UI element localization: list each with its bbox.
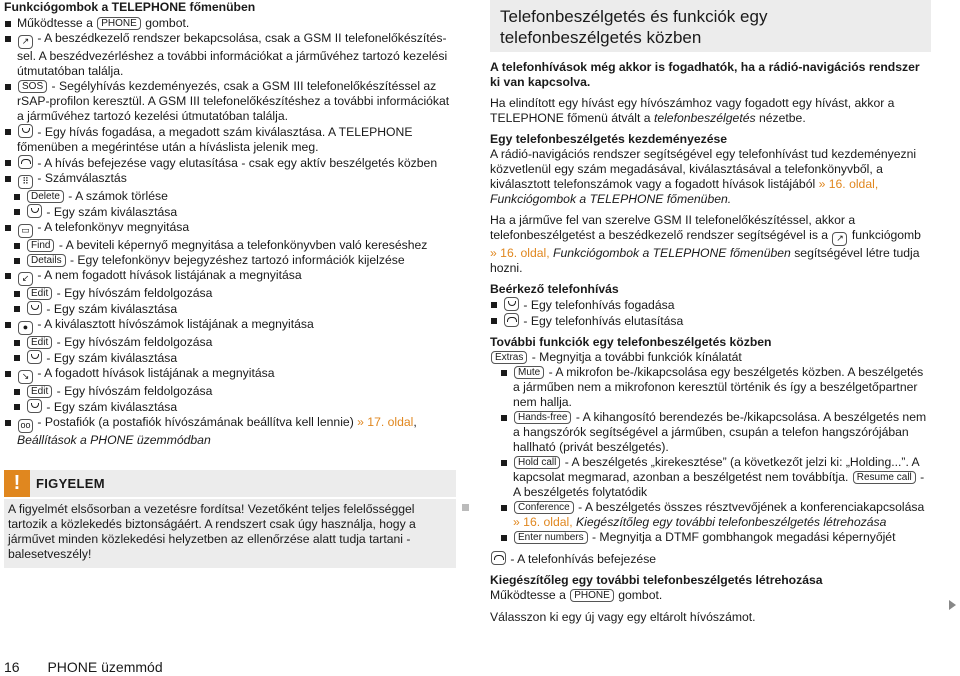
call-accept-icon xyxy=(27,350,42,364)
item-text: - A mikrofon be-/kikapcsolása egy beszélgetés közben. A beszélgetés a járműben nem a mikrofonon keresztül történik és így a beszélgetőpartner nem hallja. xyxy=(513,365,924,409)
page-link[interactable]: » 17. oldal xyxy=(357,415,414,429)
italic-text: telefonbeszélgetés xyxy=(653,111,756,125)
list-item xyxy=(4,124,456,155)
resume-call-key: Resume call xyxy=(853,471,916,484)
voicemail-icon: oo xyxy=(18,419,33,433)
phone-key: PHONE xyxy=(570,589,614,602)
extras-key: Extras xyxy=(491,351,527,364)
call-accept-icon xyxy=(27,204,42,218)
list-item xyxy=(500,455,930,500)
section-title: Funkciógombok a TELEPHONE főmenüben xyxy=(4,0,256,14)
page-footer xyxy=(4,658,163,676)
item-text: - Egy hívószám feldolgozása xyxy=(56,384,213,398)
subsection-title: Beérkező telefonhívás xyxy=(490,282,619,296)
item-text: - Egy szám kiválasztása xyxy=(46,205,178,219)
list-item xyxy=(4,79,456,124)
list-item xyxy=(500,530,930,545)
item-text: - Egy szám kiválasztása xyxy=(46,400,178,414)
text: Ha elindított egy hívást egy hívószámhoz vagy fogadott egy hívást, akkor a TELEPHONE főmenü átvált a xyxy=(490,96,895,125)
missed-calls-icon: ↙ xyxy=(18,272,33,286)
warning-title: FIGYELEM xyxy=(36,476,105,491)
list-item-sub xyxy=(4,384,456,399)
item-text: - Postafiók (a postafiók hívószámának beállítva kell lennie) xyxy=(37,415,354,429)
item-text: - A telefonkönyv megnyitása xyxy=(37,220,190,234)
list-item-sub xyxy=(4,335,456,350)
list-item-sub xyxy=(4,301,456,317)
warning-header xyxy=(4,470,456,497)
press-text: Működtesse a xyxy=(17,16,93,30)
list-item xyxy=(500,500,930,530)
intro-bold: A telefonhívások még akkor is fogadhatók, ha a rádió-navigációs rendszer ki van kapcsolva. xyxy=(490,60,920,89)
delete-key: Delete xyxy=(27,190,64,203)
press-phone-line xyxy=(490,588,930,603)
item-text: - Számválasztás xyxy=(37,171,127,185)
list-item xyxy=(4,317,456,335)
footer-section: PHONE üzemmód xyxy=(47,659,163,675)
list-item xyxy=(500,410,930,455)
italic-text: Funkciógombok a TELEPHONE főmenüben xyxy=(553,246,791,260)
call-accept-icon xyxy=(18,124,33,138)
received-calls-icon: ↘ xyxy=(18,370,33,384)
find-key: Find xyxy=(27,239,54,252)
link-title: Beállítások a PHONE üzemmódban xyxy=(17,433,211,447)
item-text: - A fogadott hívások listájának a megnyitása xyxy=(37,366,275,380)
press-phone-line xyxy=(4,16,456,31)
list-item xyxy=(4,155,456,171)
item-text: - A telefonhívás befejezése xyxy=(510,552,657,566)
page-link[interactable]: » 16. oldal, xyxy=(513,515,573,529)
text: A rádió-navigációs rendszer segítségével egy telefonhívást tud kezdeményezni közvetlenül egy szám megadásával, kiválasztásával a telefonkönyvből, a kiválasztott telefonszámok vagy a fogadott hívások listájából xyxy=(490,147,917,191)
list-item-sub xyxy=(4,286,456,301)
warning-text: A figyelmét elsősorban a vezetésre fordítsa! Vezetőként teljes felelősséggel tartozik a közlekedés biztonságáért. A rendszert csak úgy használja, hogy a járművet minden közlekedési helyzetben az ellenőrzése alatt tudja tartani - balesetveszély! xyxy=(4,499,456,568)
item-text: - Egy szám kiválasztása xyxy=(46,302,178,316)
item-text: - A beviteli képernyő megnyitása a telefonkönyvben való kereséshez xyxy=(58,238,428,252)
item-text: - A beszédkezelő rendszer bekapcsolása, csak a GSM II telefonelőkészítés-sel. A beszédvezérléshez a további információkat a járművéhez tartozó kezelési útmutatóban találja. xyxy=(17,31,448,78)
warning-icon: ! xyxy=(4,470,30,497)
enter-numbers-key: Enter numbers xyxy=(514,531,588,544)
item-text: - Egy telefonhívás elutasítása xyxy=(523,314,684,328)
hold-call-key: Hold call xyxy=(514,456,560,469)
sos-key: SOS xyxy=(18,80,47,93)
gsm-text xyxy=(490,213,930,276)
subsection-title: Kiegészítőleg egy további telefonbeszélgetés létrehozása xyxy=(490,573,823,587)
edit-key: Edit xyxy=(27,287,52,300)
item-text: - Egy hívószám feldolgozása xyxy=(56,335,213,349)
voice-control-icon: ↗ xyxy=(832,232,847,246)
item-text: - Megnyitja a további funkciók kínálatát xyxy=(531,350,742,364)
item-text: - A beszélgetés „kirekesztése” (a következőt jelzi ki: „Holding...”. A kapcsolat megmarad, azonban a beszélgetést nem továbbítja. xyxy=(513,455,920,484)
item-text: - A beszélgetés folytatódik xyxy=(513,470,925,499)
list-item: oo - Postafiók (a postafiók hívószámának beállítva kell lennie) » 17. oldal, Beállítások a PHONE üzemmódban xyxy=(4,415,456,448)
list-item-sub xyxy=(4,189,456,204)
call-end-icon xyxy=(18,155,33,169)
add-text: Válasszon ki egy új vagy egy eltárolt hívószámot. xyxy=(490,610,756,624)
phonebook-icon: ▭ xyxy=(18,224,33,238)
item-text: - A beszélgetés összes résztvevőjének a konferenciakapcsolása xyxy=(578,500,925,514)
item-text: - A nem fogadott hívások listájának a megnyitása xyxy=(37,268,302,282)
list-item-sub xyxy=(4,253,456,268)
item-text: - Egy hívószám feldolgozása xyxy=(56,286,213,300)
item-text: - Egy telefonhívás fogadása xyxy=(523,298,675,312)
text: nézetbe. xyxy=(758,111,806,125)
list-item xyxy=(490,313,930,329)
item-text: - Egy szám kiválasztása xyxy=(46,351,178,365)
item-text: - A hívás befejezése vagy elutasítása - csak egy aktív beszélgetés közben xyxy=(37,156,438,170)
edit-key: Edit xyxy=(27,336,52,349)
call-end-icon xyxy=(504,313,519,327)
text: funkciógomb xyxy=(851,228,921,242)
item-text: - A kiválasztott hívószámok listájának a megnyitása xyxy=(37,317,314,331)
item-text: - Egy hívás fogadása, a megadott szám kiválasztása. A TELEPHONE főmenüben a megérintése után a híváslista jelenik meg. xyxy=(17,125,413,154)
list-item-sub xyxy=(4,204,456,220)
list-item xyxy=(500,365,930,410)
extras-line xyxy=(490,350,930,365)
details-key: Details xyxy=(27,254,66,267)
page-link[interactable]: » 16. oldal, xyxy=(818,177,879,191)
press-text-post: gombot. xyxy=(145,16,190,30)
list-item xyxy=(4,220,456,238)
mute-key: Mute xyxy=(514,366,544,379)
conference-key: Conference xyxy=(514,501,574,514)
dialpad-icon: ⠿ xyxy=(18,175,33,189)
list-item xyxy=(4,31,456,79)
page-heading: Telefonbeszélgetés és funkciók egy telefonbeszélgetés közben xyxy=(500,7,768,47)
call-accept-icon xyxy=(27,301,42,315)
list-item xyxy=(4,366,456,384)
list-item-sub xyxy=(4,238,456,253)
page-number: 16 xyxy=(4,659,20,675)
item-text: - A számok törlése xyxy=(68,189,168,203)
divider-square xyxy=(462,504,469,511)
text: Működtesse a xyxy=(490,588,566,602)
italic-text: Kiegészítőleg egy további telefonbeszélgetés létrehozása xyxy=(576,515,887,529)
text: Ha a járműve fel van szerelve GSM II telefonelőkészítéssel, akkor a telefonbeszélgetést a beszédkezelő rendszer segítségével is a xyxy=(490,213,856,242)
text: segítségével létre tudja hozni. xyxy=(490,246,920,275)
list-item-sub xyxy=(4,350,456,366)
voice-control-icon: ↗ xyxy=(18,35,33,49)
edit-key: Edit xyxy=(27,385,52,398)
left-column xyxy=(4,0,456,568)
list-item-sub xyxy=(4,399,456,415)
end-call-line xyxy=(490,551,930,567)
init-text xyxy=(490,147,930,207)
call-end-icon xyxy=(491,551,506,565)
call-accept-icon xyxy=(504,297,519,311)
list-item xyxy=(4,268,456,286)
dialed-calls-icon: ● xyxy=(18,321,33,335)
item-text: - A kihangosító berendezés be-/kikapcsolása. A beszélgetés nem a hangszórók segítségével a járműben, csupán a telefon hangszórójában hallható (privát beszélgetés). xyxy=(513,410,927,454)
list-item xyxy=(4,171,456,189)
text: gombot. xyxy=(618,588,663,602)
intro-text xyxy=(490,96,930,126)
italic-text: Funkciógombok a TELEPHONE főmenüben. xyxy=(490,192,732,206)
subsection-title: További funkciók egy telefonbeszélgetés közben xyxy=(490,335,772,349)
right-column xyxy=(490,60,930,625)
hands-free-key: Hands-free xyxy=(514,411,571,424)
item-text: - Segélyhívás kezdeményezés, csak a GSM III telefonelőkészítéssel az rSAP-profilon keresztül. A GSM III telefonelőkészítéshez a további információkat a járművéhez tartozó kezelési útmutatóban találja. xyxy=(17,79,450,123)
item-text: - Megnyitja a DTMF gombhangok megadási képernyőjét xyxy=(591,530,896,544)
page-link[interactable]: » 16. oldal, xyxy=(490,246,550,260)
continue-arrow-icon xyxy=(949,600,956,610)
phone-key: PHONE xyxy=(97,17,141,30)
subsection-title: Egy telefonbeszélgetés kezdeményezése xyxy=(490,132,728,146)
call-accept-icon xyxy=(27,399,42,413)
item-text: - Egy telefonkönyv bejegyzéshez tartozó információk kijelzése xyxy=(69,253,405,267)
list-item xyxy=(490,297,930,313)
